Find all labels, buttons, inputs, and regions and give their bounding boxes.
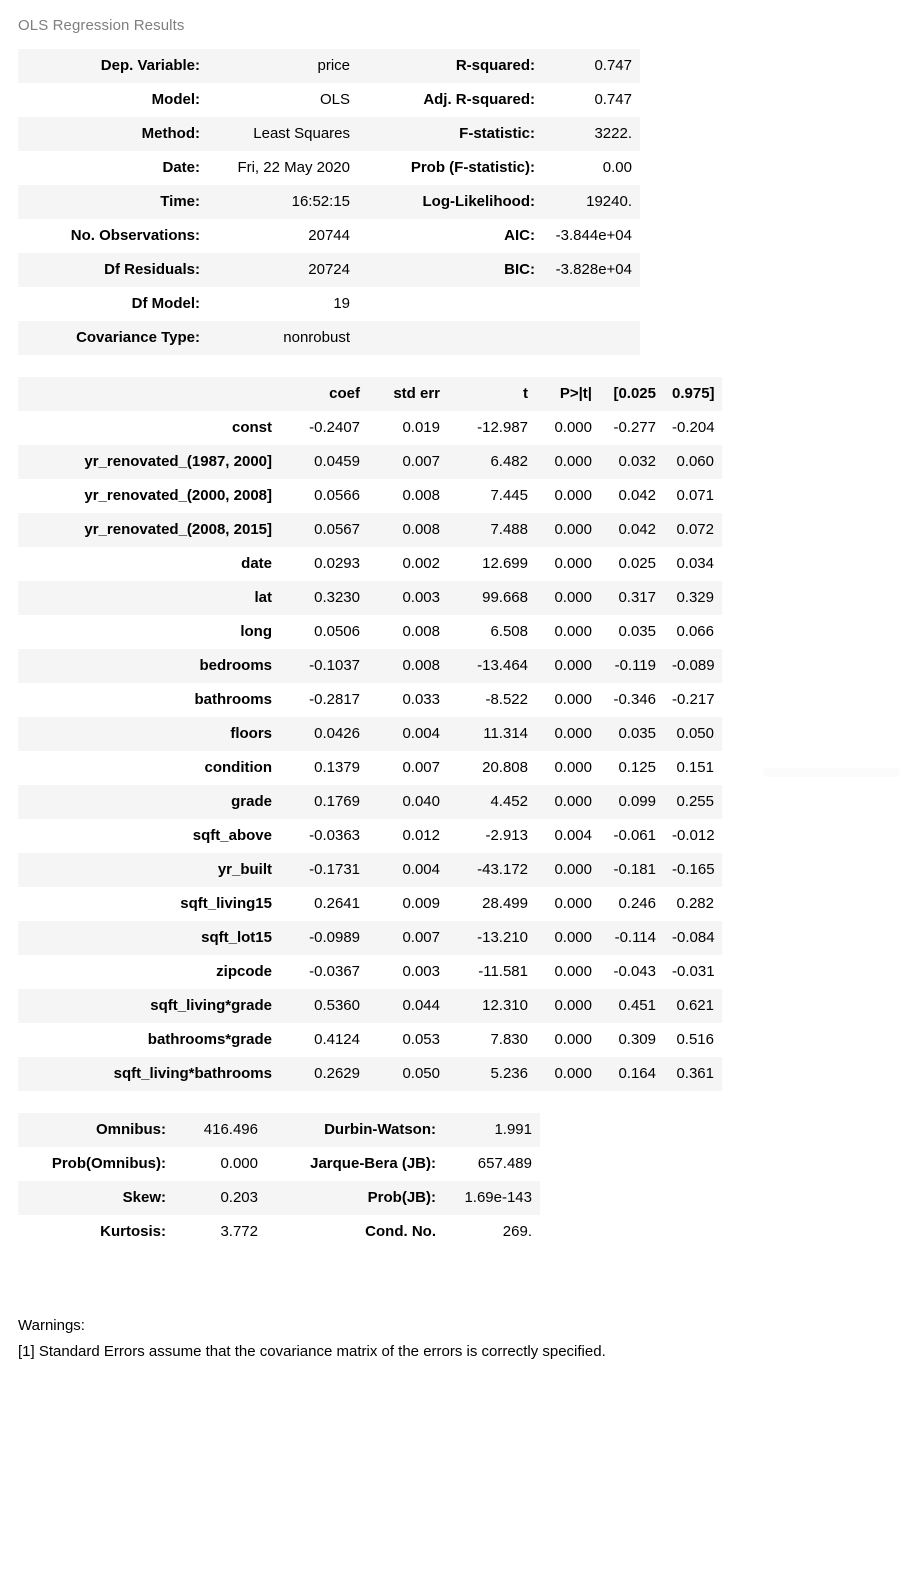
coefficient-value: 0.1769: [280, 785, 368, 819]
coefficient-t-stat: 28.499: [448, 887, 536, 921]
coefficient-ci-high: 0.151: [664, 751, 722, 785]
coefficient-p-value: 0.000: [536, 1057, 600, 1091]
table-row: [18, 649, 722, 683]
coefficient-ci-low: -0.043: [600, 955, 664, 989]
diagnostic-label-right: Cond. No.: [266, 1215, 444, 1249]
coefficient-value: 0.0293: [280, 547, 368, 581]
coefficient-p-value: 0.000: [536, 479, 600, 513]
coefficient-p-value: 0.000: [536, 411, 600, 445]
summary-label-left: Dep. Variable:: [18, 49, 208, 83]
diagnostic-value-left: 0.203: [174, 1181, 266, 1215]
coefficient-p-value: 0.000: [536, 615, 600, 649]
diagnostic-label-left: Prob(Omnibus):: [18, 1147, 174, 1181]
table-row: [18, 321, 640, 355]
coefficient-term: lat: [18, 581, 280, 615]
coefficient-term: bedrooms: [18, 649, 280, 683]
column-header: t: [448, 377, 536, 411]
summary-value-left: OLS: [208, 83, 358, 117]
summary-label-right: F-statistic:: [358, 117, 543, 151]
coefficient-term: zipcode: [18, 955, 280, 989]
warnings-heading: Warnings:: [18, 1317, 85, 1334]
diagnostic-value-right: 1.991: [444, 1113, 540, 1147]
coefficient-ci-high: -0.217: [664, 683, 722, 717]
coefficient-ci-high: -0.031: [664, 955, 722, 989]
table-row: [18, 83, 640, 117]
coefficient-p-value: 0.000: [536, 513, 600, 547]
coefficient-t-stat: -13.210: [448, 921, 536, 955]
column-header: std err: [368, 377, 448, 411]
summary-value-left: 16:52:15: [208, 185, 358, 219]
warnings-list: [18, 1339, 900, 1365]
table-row: [18, 921, 722, 955]
summary-value-right: 0.747: [543, 83, 640, 117]
table-row: [18, 683, 722, 717]
model-summary-table: [18, 49, 640, 355]
summary-label-left: Method:: [18, 117, 208, 151]
coefficient-p-value: 0.000: [536, 989, 600, 1023]
coefficient-value: -0.1037: [280, 649, 368, 683]
coefficient-std-err: 0.003: [368, 581, 448, 615]
coefficient-ci-low: 0.451: [600, 989, 664, 1023]
summary-value-left: Least Squares: [208, 117, 358, 151]
table-row: [18, 989, 722, 1023]
table-row: [18, 287, 640, 321]
summary-value-left: Fri, 22 May 2020: [208, 151, 358, 185]
coefficient-ci-low: 0.025: [600, 547, 664, 581]
table-row: [18, 581, 722, 615]
coefficient-term: yr_renovated_(1987, 2000]: [18, 445, 280, 479]
summary-label-left: Df Residuals:: [18, 253, 208, 287]
coefficient-ci-low: 0.246: [600, 887, 664, 921]
coefficient-term: sqft_living*bathrooms: [18, 1057, 280, 1091]
coefficient-std-err: 0.007: [368, 921, 448, 955]
summary-value-right: -3.844e+04: [543, 219, 640, 253]
coefficient-std-err: 0.008: [368, 513, 448, 547]
coefficient-value: 0.0426: [280, 717, 368, 751]
horizontal-scrollbar[interactable]: [763, 768, 900, 777]
coefficient-p-value: 0.000: [536, 853, 600, 887]
coefficient-term: yr_renovated_(2008, 2015]: [18, 513, 280, 547]
coefficient-std-err: 0.009: [368, 887, 448, 921]
coefficient-term: floors: [18, 717, 280, 751]
coefficient-t-stat: 4.452: [448, 785, 536, 819]
column-header: 0.975]: [664, 377, 722, 411]
coefficient-term: bathrooms: [18, 683, 280, 717]
coefficient-ci-high: 0.034: [664, 547, 722, 581]
summary-value-right: 3222.: [543, 117, 640, 151]
coefficient-value: -0.0989: [280, 921, 368, 955]
table-row: [18, 1181, 540, 1215]
diagnostic-value-right: 1.69e-143: [444, 1181, 540, 1215]
table-row: [18, 49, 640, 83]
coefficient-term: sqft_above: [18, 819, 280, 853]
table-row: [18, 479, 722, 513]
coefficient-ci-high: 0.066: [664, 615, 722, 649]
coefficient-t-stat: 20.808: [448, 751, 536, 785]
coefficient-std-err: 0.033: [368, 683, 448, 717]
summary-label-left: Df Model:: [18, 287, 208, 321]
coefficient-term: long: [18, 615, 280, 649]
coefficient-t-stat: 11.314: [448, 717, 536, 751]
coefficient-ci-high: 0.621: [664, 989, 722, 1023]
summary-label-right: Log-Likelihood:: [358, 185, 543, 219]
coefficient-ci-low: 0.042: [600, 513, 664, 547]
table-row: [18, 219, 640, 253]
coefficient-std-err: 0.008: [368, 649, 448, 683]
coefficient-ci-high: 0.072: [664, 513, 722, 547]
coefficient-p-value: 0.000: [536, 547, 600, 581]
coefficient-std-err: 0.003: [368, 955, 448, 989]
coefficient-ci-high: 0.282: [664, 887, 722, 921]
coefficient-value: 0.0459: [280, 445, 368, 479]
coefficient-value: 0.3230: [280, 581, 368, 615]
coefficient-t-stat: 12.699: [448, 547, 536, 581]
table-row: [18, 411, 722, 445]
coefficient-t-stat: 12.310: [448, 989, 536, 1023]
summary-label-right: R-squared:: [358, 49, 543, 83]
coefficient-t-stat: -12.987: [448, 411, 536, 445]
column-header: coef: [280, 377, 368, 411]
diagnostic-label-left: Kurtosis:: [18, 1215, 174, 1249]
coefficients-body: [18, 411, 722, 1091]
diagnostic-value-right: 657.489: [444, 1147, 540, 1181]
summary-label-left: Model:: [18, 83, 208, 117]
coefficient-std-err: 0.040: [368, 785, 448, 819]
coefficient-p-value: 0.000: [536, 785, 600, 819]
coefficient-ci-high: 0.071: [664, 479, 722, 513]
coefficient-p-value: 0.000: [536, 445, 600, 479]
coefficient-std-err: 0.012: [368, 819, 448, 853]
coefficient-term: yr_renovated_(2000, 2008]: [18, 479, 280, 513]
coefficient-ci-high: 0.050: [664, 717, 722, 751]
diagnostics-table: [18, 1113, 540, 1249]
coefficient-value: 0.2641: [280, 887, 368, 921]
summary-value-right: 0.747: [543, 49, 640, 83]
coefficient-p-value: 0.000: [536, 751, 600, 785]
coefficient-p-value: 0.000: [536, 955, 600, 989]
table-row: [18, 785, 722, 819]
coefficient-std-err: 0.019: [368, 411, 448, 445]
coefficient-value: 0.0506: [280, 615, 368, 649]
coefficient-p-value: 0.000: [536, 887, 600, 921]
coefficient-std-err: 0.053: [368, 1023, 448, 1057]
coefficient-ci-low: 0.032: [600, 445, 664, 479]
coefficient-value: -0.0363: [280, 819, 368, 853]
table-row: [18, 547, 722, 581]
coefficient-ci-low: 0.164: [600, 1057, 664, 1091]
coefficient-value: 0.0567: [280, 513, 368, 547]
coefficient-t-stat: -8.522: [448, 683, 536, 717]
coefficient-term: sqft_lot15: [18, 921, 280, 955]
column-header-term: [18, 377, 280, 411]
coefficient-ci-low: -0.181: [600, 853, 664, 887]
coefficient-value: 0.5360: [280, 989, 368, 1023]
coefficient-ci-high: 0.329: [664, 581, 722, 615]
coefficient-ci-low: 0.042: [600, 479, 664, 513]
coefficient-ci-high: -0.165: [664, 853, 722, 887]
coefficient-value: -0.0367: [280, 955, 368, 989]
coefficient-ci-low: 0.309: [600, 1023, 664, 1057]
coefficient-ci-low: 0.099: [600, 785, 664, 819]
table-row: [18, 955, 722, 989]
column-header: P>|t|: [536, 377, 600, 411]
coefficient-ci-high: -0.204: [664, 411, 722, 445]
table-header-row: [18, 377, 722, 411]
summary-value-right: [543, 287, 640, 321]
table-row: [18, 751, 722, 785]
coefficient-std-err: 0.004: [368, 853, 448, 887]
warnings-section: [18, 1313, 900, 1365]
summary-value-right: 0.00: [543, 151, 640, 185]
summary-label-right: Prob (F-statistic):: [358, 151, 543, 185]
coefficient-term: grade: [18, 785, 280, 819]
summary-label-right: [358, 321, 543, 355]
coefficient-term: const: [18, 411, 280, 445]
coefficient-p-value: 0.000: [536, 921, 600, 955]
coefficient-t-stat: 7.445: [448, 479, 536, 513]
column-header: [0.025: [600, 377, 664, 411]
coefficient-std-err: 0.002: [368, 547, 448, 581]
coefficient-value: -0.1731: [280, 853, 368, 887]
summary-value-left: price: [208, 49, 358, 83]
summary-value-left: 19: [208, 287, 358, 321]
coefficient-term: sqft_living15: [18, 887, 280, 921]
coefficient-ci-high: 0.060: [664, 445, 722, 479]
summary-label-left: Date:: [18, 151, 208, 185]
coefficient-p-value: 0.000: [536, 1023, 600, 1057]
coefficient-ci-low: -0.277: [600, 411, 664, 445]
diagnostics-body: [18, 1113, 540, 1249]
coefficient-ci-low: 0.035: [600, 615, 664, 649]
coefficient-std-err: 0.050: [368, 1057, 448, 1091]
table-row: [18, 185, 640, 219]
table-row: [18, 513, 722, 547]
summary-value-left: 20744: [208, 219, 358, 253]
coefficient-p-value: 0.000: [536, 649, 600, 683]
coefficient-term: condition: [18, 751, 280, 785]
coefficient-value: 0.1379: [280, 751, 368, 785]
table-row: [18, 253, 640, 287]
summary-value-left: nonrobust: [208, 321, 358, 355]
coefficient-term: sqft_living*grade: [18, 989, 280, 1023]
coefficient-ci-high: 0.255: [664, 785, 722, 819]
coefficient-ci-high: 0.361: [664, 1057, 722, 1091]
page-title: OLS Regression Results: [18, 17, 185, 34]
coefficient-t-stat: 7.830: [448, 1023, 536, 1057]
coefficients-header: [18, 377, 722, 411]
coefficient-t-stat: 99.668: [448, 581, 536, 615]
coefficient-ci-low: -0.061: [600, 819, 664, 853]
warning-item: [1] Standard Errors assume that the covariance matrix of the errors is correctly specified.: [18, 1343, 606, 1360]
table-row: [18, 117, 640, 151]
summary-label-right: [358, 287, 543, 321]
coefficient-ci-low: 0.317: [600, 581, 664, 615]
coefficient-t-stat: -43.172: [448, 853, 536, 887]
coefficient-t-stat: -2.913: [448, 819, 536, 853]
summary-label-left: Time:: [18, 185, 208, 219]
coefficient-std-err: 0.007: [368, 751, 448, 785]
diagnostic-label-right: Durbin-Watson:: [266, 1113, 444, 1147]
coefficient-term: bathrooms*grade: [18, 1023, 280, 1057]
coefficient-ci-low: -0.119: [600, 649, 664, 683]
coefficient-t-stat: 7.488: [448, 513, 536, 547]
coefficient-std-err: 0.008: [368, 479, 448, 513]
coefficient-std-err: 0.008: [368, 615, 448, 649]
summary-label-right: Adj. R-squared:: [358, 83, 543, 117]
summary-value-right: -3.828e+04: [543, 253, 640, 287]
diagnostic-value-right: 269.: [444, 1215, 540, 1249]
model-summary-body: [18, 49, 640, 355]
coefficient-std-err: 0.004: [368, 717, 448, 751]
summary-value-left: 20724: [208, 253, 358, 287]
coefficient-term: yr_built: [18, 853, 280, 887]
table-row: [18, 853, 722, 887]
coefficient-ci-high: -0.084: [664, 921, 722, 955]
coefficient-ci-high: 0.516: [664, 1023, 722, 1057]
coefficient-value: 0.2629: [280, 1057, 368, 1091]
coefficient-p-value: 0.004: [536, 819, 600, 853]
summary-label-left: No. Observations:: [18, 219, 208, 253]
summary-value-right: [543, 321, 640, 355]
coefficient-ci-low: -0.346: [600, 683, 664, 717]
coefficient-value: 0.4124: [280, 1023, 368, 1057]
coefficient-term: date: [18, 547, 280, 581]
coefficient-p-value: 0.000: [536, 581, 600, 615]
coefficient-t-stat: 6.482: [448, 445, 536, 479]
diagnostic-value-left: 3.772: [174, 1215, 266, 1249]
summary-label-left: Covariance Type:: [18, 321, 208, 355]
coefficient-value: -0.2817: [280, 683, 368, 717]
diagnostic-label-left: Omnibus:: [18, 1113, 174, 1147]
coefficient-ci-high: -0.012: [664, 819, 722, 853]
summary-label-right: AIC:: [358, 219, 543, 253]
diagnostic-label-right: Jarque-Bera (JB):: [266, 1147, 444, 1181]
table-row: [18, 615, 722, 649]
table-row: [18, 717, 722, 751]
coefficient-p-value: 0.000: [536, 717, 600, 751]
table-row: [18, 1147, 540, 1181]
coefficient-t-stat: -11.581: [448, 955, 536, 989]
coefficient-std-err: 0.007: [368, 445, 448, 479]
coefficient-ci-low: -0.114: [600, 921, 664, 955]
table-row: [18, 887, 722, 921]
coefficient-ci-low: 0.035: [600, 717, 664, 751]
coefficient-p-value: 0.000: [536, 683, 600, 717]
diagnostic-value-left: 416.496: [174, 1113, 266, 1147]
table-row: [18, 1113, 540, 1147]
diagnostic-label-right: Prob(JB):: [266, 1181, 444, 1215]
coefficient-std-err: 0.044: [368, 989, 448, 1023]
coefficient-t-stat: -13.464: [448, 649, 536, 683]
coefficient-t-stat: 6.508: [448, 615, 536, 649]
table-row: [18, 1215, 540, 1249]
coefficient-ci-low: 0.125: [600, 751, 664, 785]
coefficient-value: 0.0566: [280, 479, 368, 513]
table-row: [18, 819, 722, 853]
table-row: [18, 445, 722, 479]
summary-value-right: 19240.: [543, 185, 640, 219]
table-row: [18, 1057, 722, 1091]
table-row: [18, 1023, 722, 1057]
coefficient-t-stat: 5.236: [448, 1057, 536, 1091]
coefficients-table: [18, 377, 722, 1091]
diagnostic-label-left: Skew:: [18, 1181, 174, 1215]
coefficient-ci-high: -0.089: [664, 649, 722, 683]
diagnostic-value-left: 0.000: [174, 1147, 266, 1181]
table-row: [18, 151, 640, 185]
coefficient-value: -0.2407: [280, 411, 368, 445]
summary-label-right: BIC:: [358, 253, 543, 287]
